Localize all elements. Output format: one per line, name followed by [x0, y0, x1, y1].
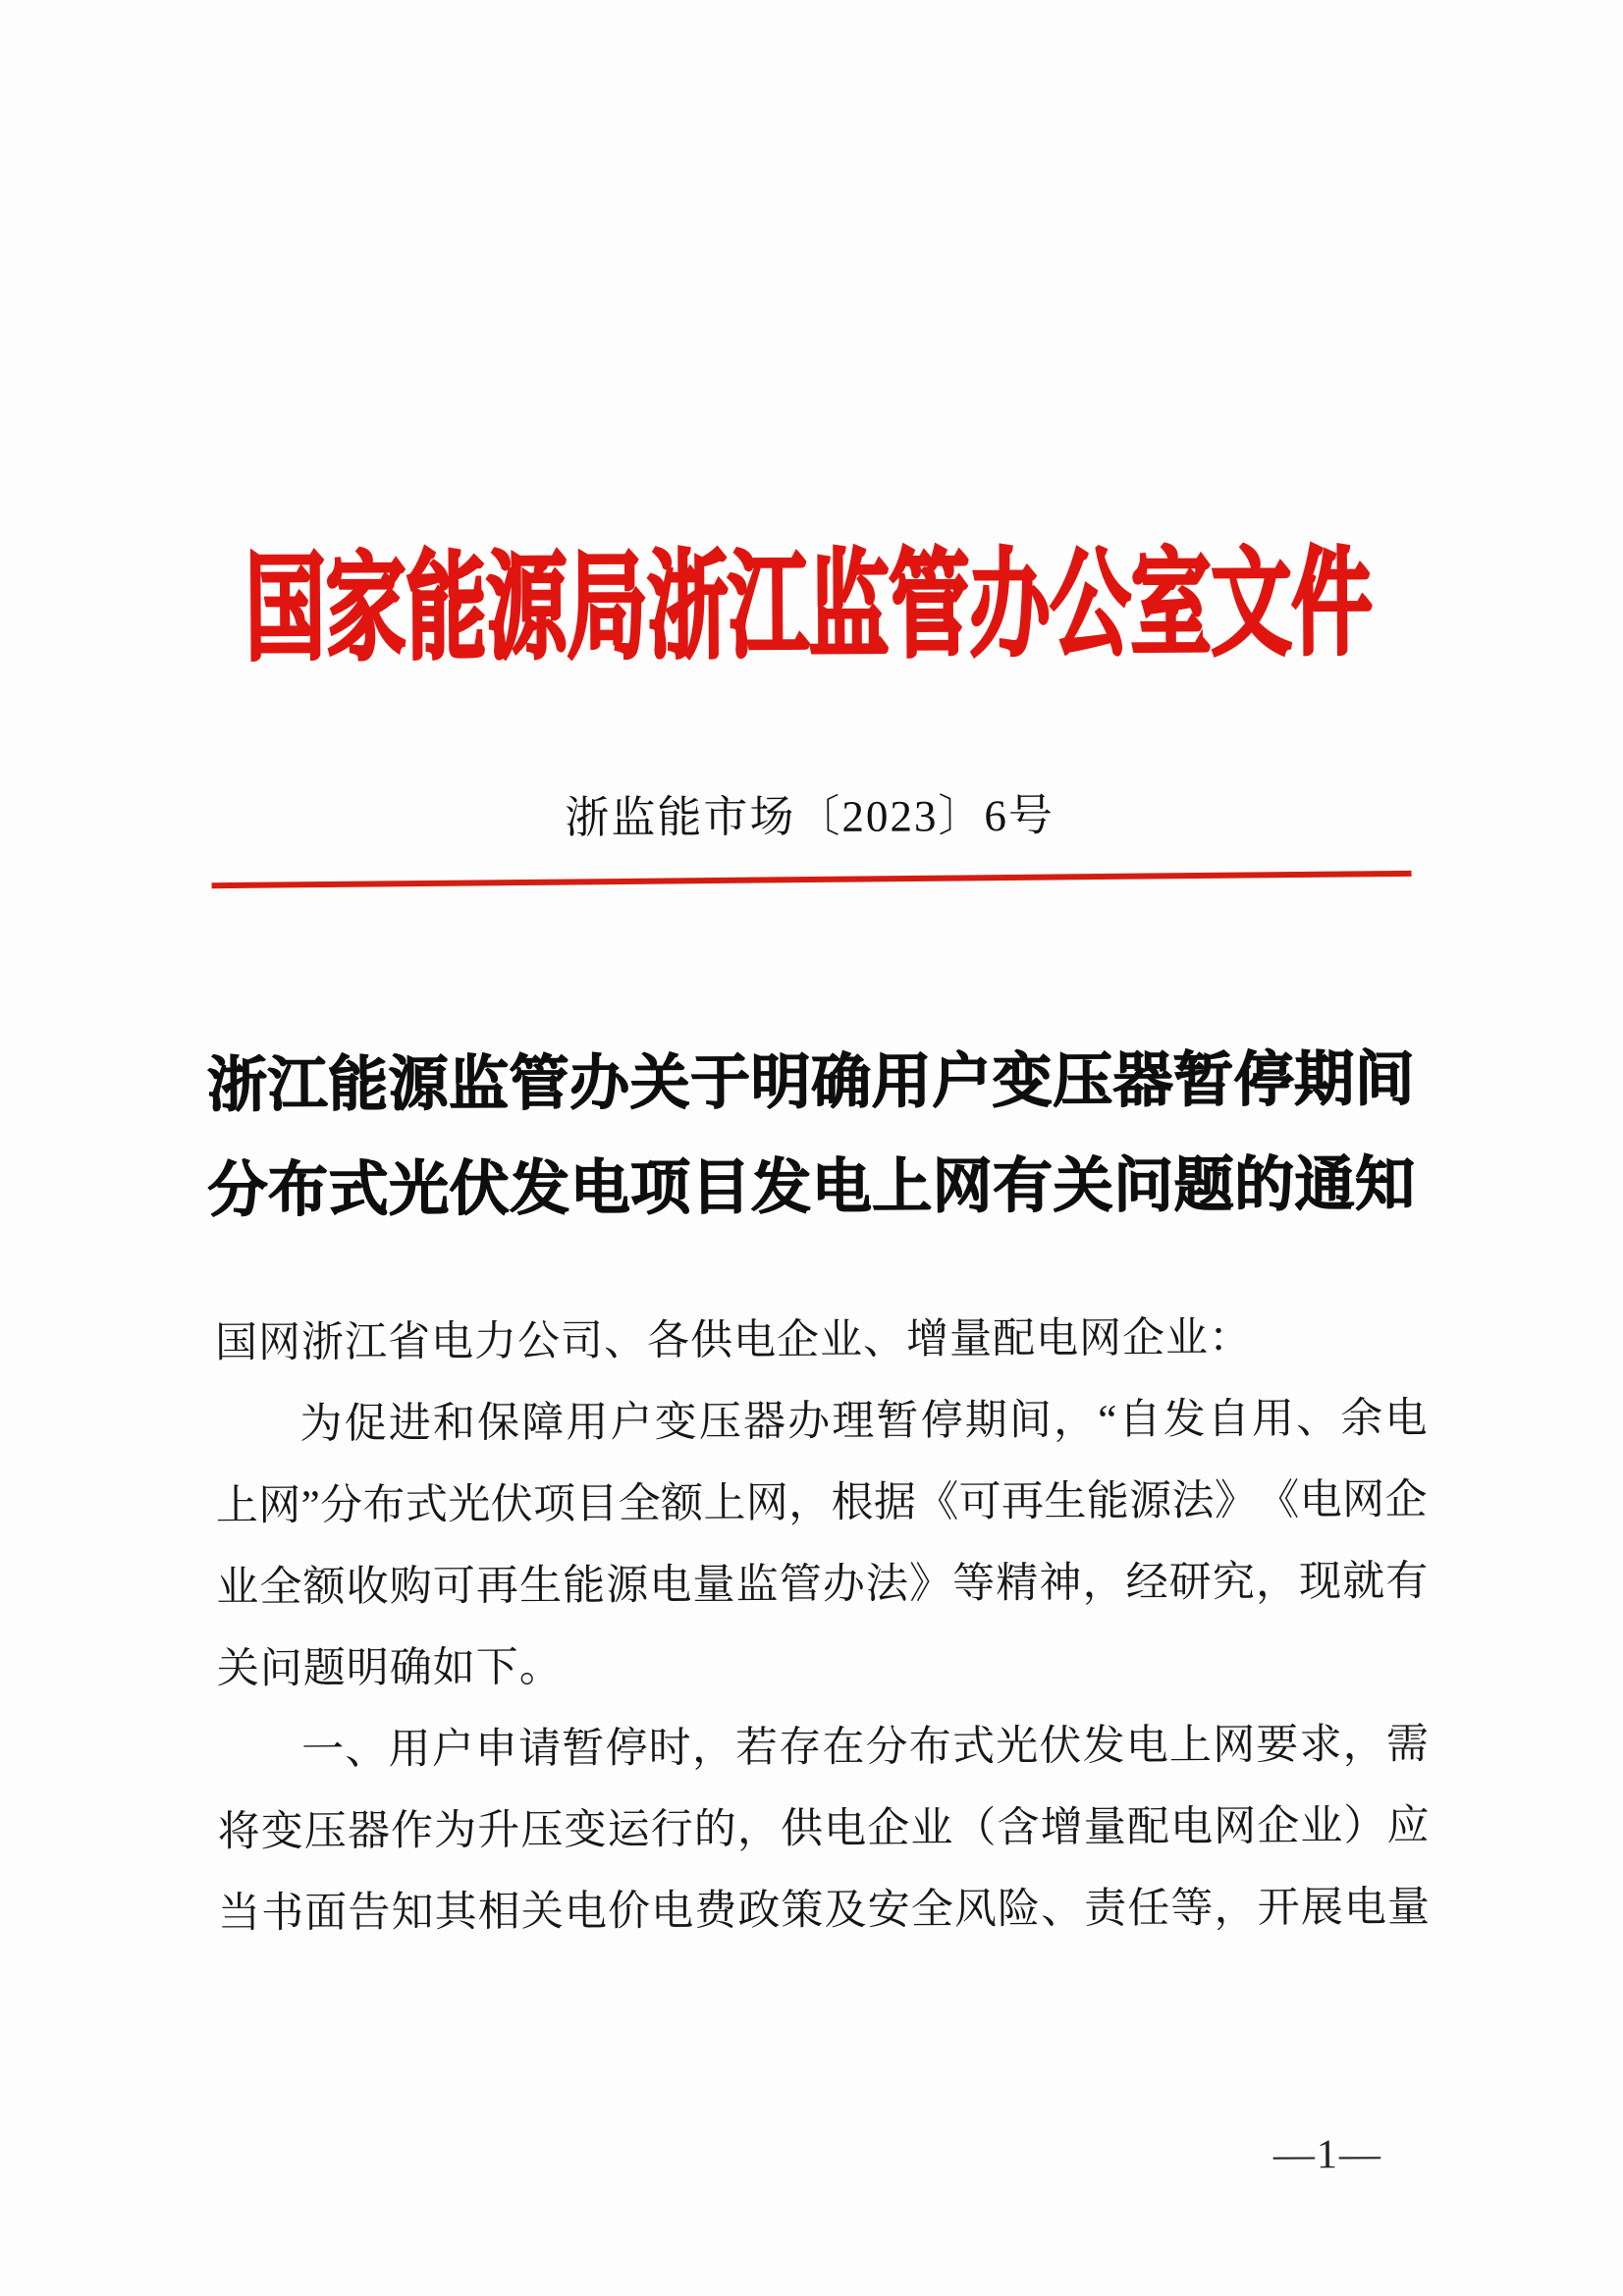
body-text — [215, 1297, 1430, 1954]
body-line: 业 全 额 收 购 可 再 生 能 源 电 量 监 管 办 法 》 等 精 神 ， 经 研 究 ， 现 就 有 — [216, 1558, 1429, 1612]
notice-title-line2: 分布式光伏发电项目发电上网有关问题的通知 — [207, 1151, 1416, 1225]
page-number: —1— — [1272, 2131, 1382, 2178]
body-line: 上 网 ” 分 布 式 光 伏 项 目 全 额 上 网 ， 根 据 《 可 再 生 能 源 法 》 《 电 网 企 — [215, 1476, 1428, 1530]
body-line: 将 变 压 器 作 为 升 压 变 运 行 的 ， 供 电 企 业 （ 含 增 量 配 电 网 企 业 ） 应 — [217, 1802, 1430, 1856]
body-line: 关问题明确如下。 — [216, 1644, 563, 1693]
notice-title-line1: 浙江能源监管办关于明确用户变压器暂停期间 — [206, 1046, 1416, 1120]
body-line: 为 促 进 和 保 障 用 户 变 压 器 办 理 暂 停 期 间 ， “ 自 发 自 用 、 余 电 — [299, 1395, 1428, 1448]
masthead-title-text: 国家能源局浙江监管办公室文件 — [244, 539, 1373, 675]
red-separator-line — [212, 871, 1412, 888]
body-line: 一 、 用 户 申 请 暂 停 时 ， 若 存 在 分 布 式 光 伏 发 电 上 网 要 求 ， 需 — [301, 1721, 1430, 1774]
document-number: 浙监能市场〔2023〕6号 — [565, 790, 1055, 843]
notice-title — [0, 1027, 1623, 1246]
masthead-title — [0, 539, 1620, 675]
body-line: 当 书 面 告 知 其 相 关 电 价 电 费 政 策 及 安 全 风 险 、 责 任 等 ， 开 展 电 量 — [217, 1884, 1431, 1938]
body-line: 国网浙江省电力公司、各供电企业、增量配电网企业： — [214, 1314, 1253, 1367]
